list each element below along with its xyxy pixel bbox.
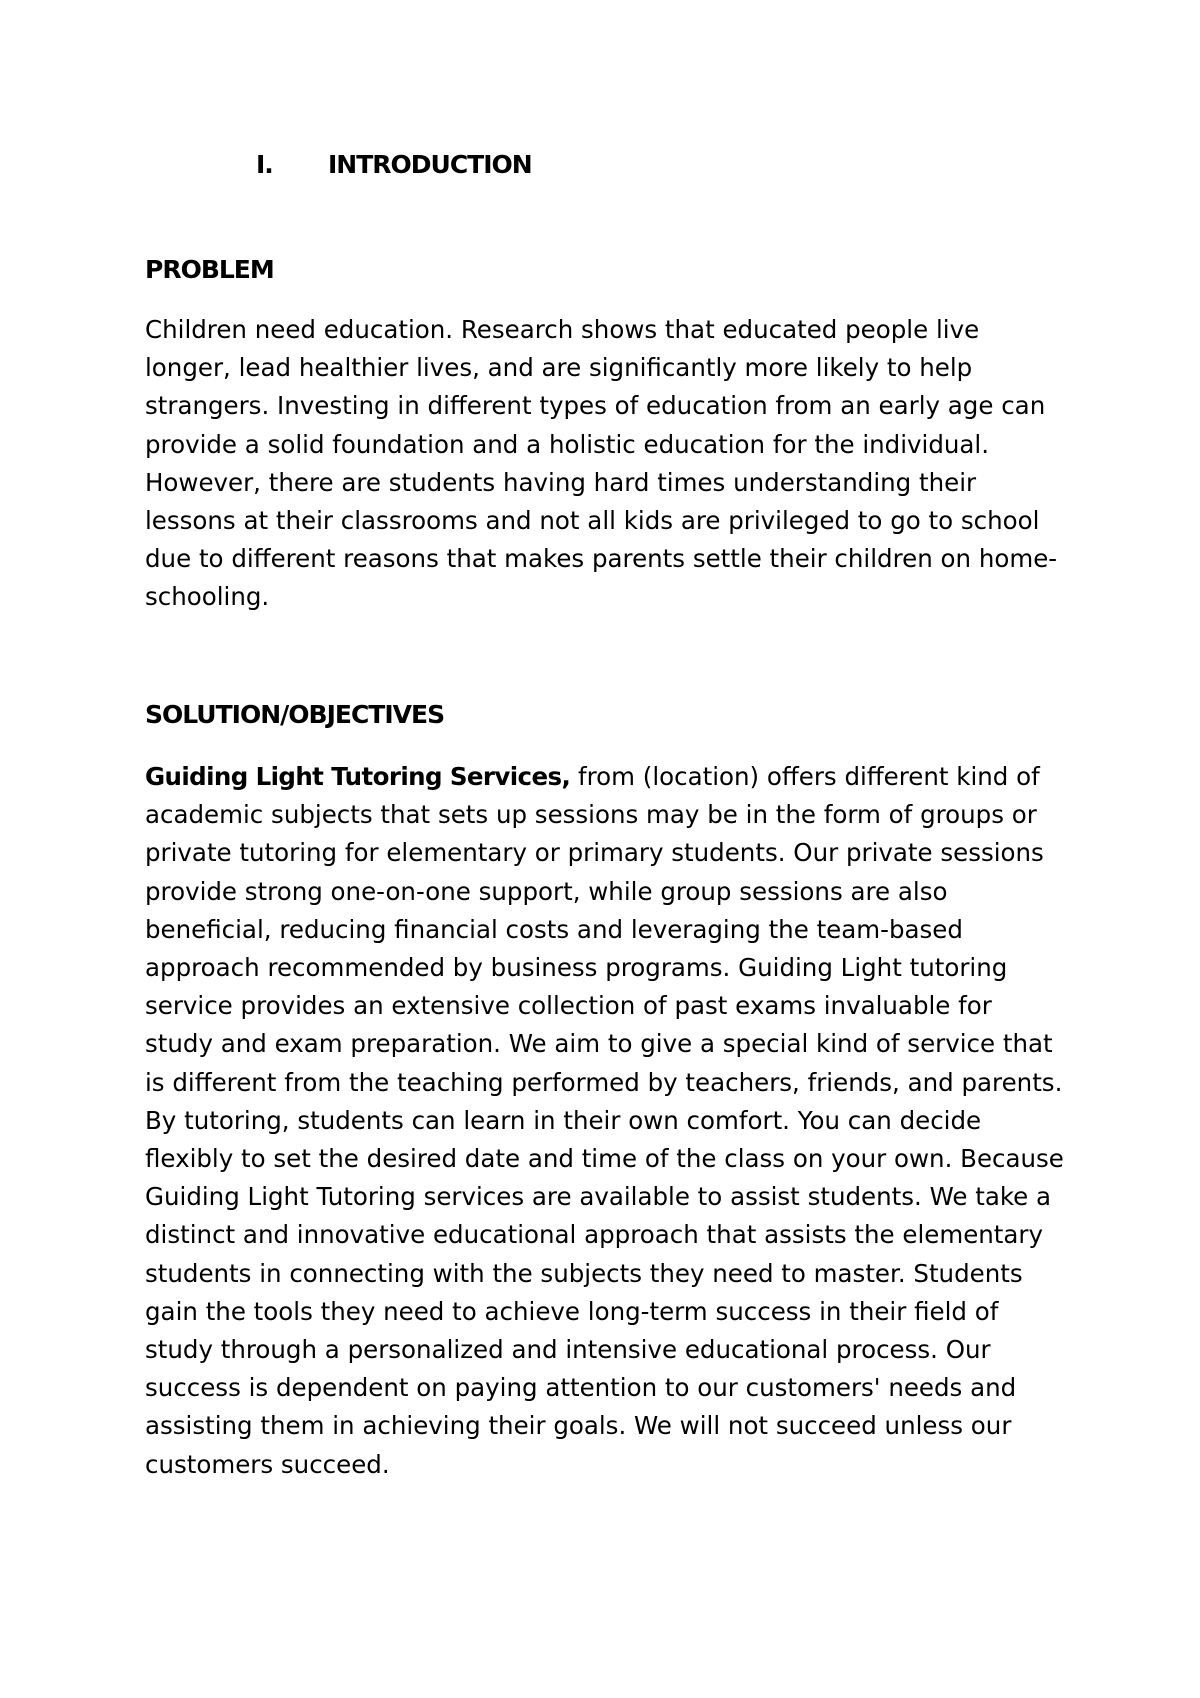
title-text: INTRODUCTION bbox=[328, 150, 532, 179]
problem-section bbox=[145, 253, 1065, 617]
solution-section bbox=[145, 698, 1065, 1484]
company-name: Guiding Light Tutoring Services, bbox=[145, 762, 571, 791]
problem-heading: PROBLEM bbox=[145, 255, 274, 284]
title-numeral: I. bbox=[256, 150, 273, 179]
solution-body-text: from (location) offers different kind of academic subjects that sets up sessions may be in the form of groups or private tutoring for elementary or primary students. Our private sessions provide strong one-on-one support, while group sessions are also beneficial, reducing financial costs and leveraging the team-based approach recommended by business programs. Guiding Light tutoring service provides an extensive collection of past exams invaluable for study and exam preparation. We aim to give a special kind of service that is different from the teaching performed by teachers, friends, and parents. By tutoring, students can learn in their own comfort. You can decide flexibly to set the desired date and time of the class on your own. Because Guiding Light Tutoring services are available to assist students. We take a distinct and innovative educational approach that assists the elementary students in connecting with the subjects they need to master. Students gain the tools they need to achieve long-term success in their field of study through a personalized and intensive educational process. Our success is dependent on paying attention to our customers' needs and assisting them in achieving their goals. We will not succeed unless our customers succeed. bbox=[145, 762, 1064, 1479]
problem-paragraph: Children need education. Research shows that educated people live longer, lead healthier lives, and are significantly more likely to help strangers. Investing in different types of education from an early age can provide a solid foundation and a holistic education for the individual. However, there are students having hard times understanding their lessons at their classrooms and not all kids are privileged to go to school due to different reasons that makes parents settle their children on home-schooling. bbox=[145, 315, 1058, 612]
solution-paragraph bbox=[145, 758, 1065, 1484]
document-title bbox=[256, 148, 532, 182]
solution-heading: SOLUTION/OBJECTIVES bbox=[145, 700, 445, 729]
